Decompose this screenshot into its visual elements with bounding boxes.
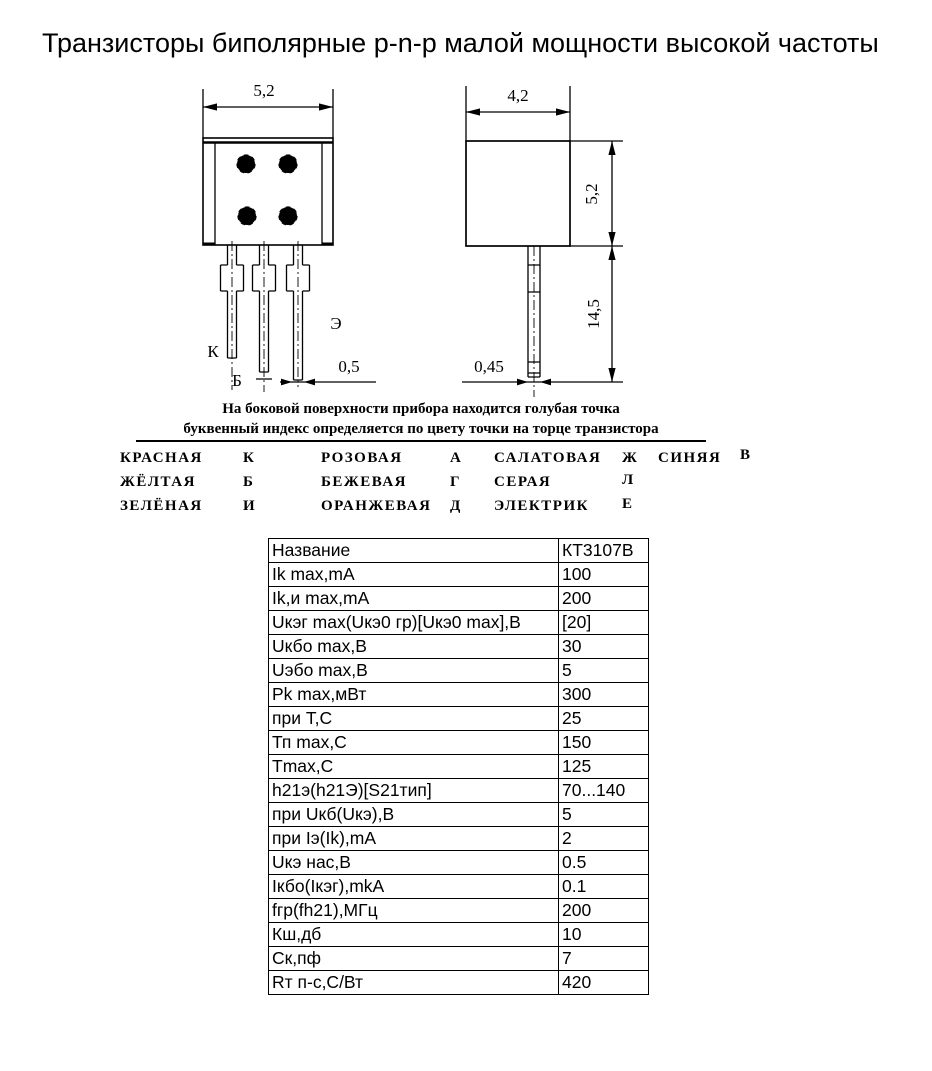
color-letter: К <box>243 450 256 466</box>
color-letter: Б <box>243 474 255 490</box>
color-name: ЖЁЛТАЯ <box>120 474 196 490</box>
side-height-dim-label: 5,2 <box>582 183 601 205</box>
param-label-cell: Rт п-с,C/Вт <box>269 971 559 995</box>
param-label-cell: Pk max,мВт <box>269 683 559 707</box>
param-label-cell: Ik,и max,mA <box>269 587 559 611</box>
front-width-dim-label: 5,2 <box>253 81 275 100</box>
color-letter: В <box>740 447 752 463</box>
param-label-cell: Iкбо(Iкэг),mkA <box>269 875 559 899</box>
table-row <box>269 947 649 971</box>
color-name: САЛАТОВАЯ <box>494 450 602 466</box>
color-letter: Ж <box>622 450 639 466</box>
side-depth-dim-label: 4,2 <box>507 86 529 105</box>
param-label-cell: Кш,дб <box>269 923 559 947</box>
table-row <box>269 755 649 779</box>
color-letter: Г <box>450 474 462 490</box>
table-row <box>269 875 649 899</box>
table-row <box>269 899 649 923</box>
param-value-cell: 125 <box>559 755 649 779</box>
table-row <box>269 587 649 611</box>
side-lead-length-dim-label: 14,5 <box>584 299 603 329</box>
table-row <box>269 635 649 659</box>
param-label-cell: Uкэ нас,B <box>269 851 559 875</box>
divider-line <box>136 440 706 442</box>
lead-emitter <box>287 241 310 387</box>
param-label-cell: Ск,пф <box>269 947 559 971</box>
pin-label-collector: К <box>207 342 219 361</box>
param-label-cell: Tmax,C <box>269 755 559 779</box>
param-value-cell: 420 <box>559 971 649 995</box>
color-letter: А <box>450 450 463 466</box>
table-row <box>269 923 649 947</box>
param-value-cell: 200 <box>559 899 649 923</box>
table-row <box>269 611 649 635</box>
color-letter: И <box>243 498 257 514</box>
param-label-cell: Uкэг max(Uкэ0 гр)[Uкэ0 max],B <box>269 611 559 635</box>
param-value-cell: 0.1 <box>559 875 649 899</box>
pin-label-emitter: Э <box>330 314 342 333</box>
color-name: КРАСНАЯ <box>120 450 203 466</box>
param-value-cell: 25 <box>559 707 649 731</box>
parameters-table <box>268 538 649 995</box>
param-value-cell: 5 <box>559 659 649 683</box>
param-value-cell: КТ3107В <box>559 539 649 563</box>
side-lead <box>528 246 540 397</box>
color-name: РОЗОВАЯ <box>321 450 403 466</box>
parameters-tbody <box>269 539 649 995</box>
package-drawing <box>0 0 932 420</box>
param-value-cell: 70...140 <box>559 779 649 803</box>
param-value-cell: 30 <box>559 635 649 659</box>
param-label-cell: Uкбо max,B <box>269 635 559 659</box>
param-label-cell: при Iэ(Ik),mA <box>269 827 559 851</box>
lead-base <box>253 241 276 392</box>
param-value-cell: 300 <box>559 683 649 707</box>
side-view <box>462 86 623 397</box>
note-text <box>135 399 707 439</box>
pin-label-base: Б <box>232 371 242 390</box>
param-value-cell: 10 <box>559 923 649 947</box>
table-row <box>269 779 649 803</box>
table-row <box>269 731 649 755</box>
front-lead-thickness-dim-label: 0,5 <box>338 357 360 376</box>
table-row <box>269 971 649 995</box>
param-label-cell: Тп max,C <box>269 731 559 755</box>
param-value-cell: 200 <box>559 587 649 611</box>
color-name: ОРАНЖЕВАЯ <box>321 498 432 514</box>
param-value-cell: 0.5 <box>559 851 649 875</box>
table-row <box>269 683 649 707</box>
table-row <box>269 659 649 683</box>
note-line-2: буквенный индекс определяется по цвету точки на торце транзистора <box>183 421 659 437</box>
table-row <box>269 803 649 827</box>
param-label-cell: при T,C <box>269 707 559 731</box>
table-header-row <box>269 539 649 563</box>
param-value-cell: [20] <box>559 611 649 635</box>
front-view <box>203 81 376 392</box>
color-name: ЗЕЛЁНАЯ <box>120 498 203 514</box>
param-value-cell: 7 <box>559 947 649 971</box>
page-title: Транзисторы биполярные p-n-p малой мощности высокой частоты <box>42 28 879 58</box>
param-label-cell: fгр(fh21),МГц <box>269 899 559 923</box>
param-label-cell: Ik max,mA <box>269 563 559 587</box>
param-label-cell: Uэбо max,B <box>269 659 559 683</box>
table-row <box>269 827 649 851</box>
param-value-cell: 2 <box>559 827 649 851</box>
table-row <box>269 851 649 875</box>
color-name: СЕРАЯ <box>494 474 552 490</box>
color-letter: Д <box>450 498 462 514</box>
param-value-cell: 100 <box>559 563 649 587</box>
param-value-cell: 5 <box>559 803 649 827</box>
note-line-1: На боковой поверхности прибора находится голубая точка <box>222 401 620 417</box>
color-letter: Л <box>622 472 635 488</box>
table-row <box>269 563 649 587</box>
param-value-cell: 150 <box>559 731 649 755</box>
table-row <box>269 707 649 731</box>
color-letter: Е <box>622 496 634 512</box>
color-name: ЭЛЕКТРИК <box>494 498 589 514</box>
color-name: СИНЯЯ <box>658 450 722 466</box>
param-label-cell: h21э(h21Э)[S21тип] <box>269 779 559 803</box>
lead-collector <box>221 241 244 390</box>
side-lead-thickness-dim-label: 0,45 <box>474 357 504 376</box>
color-name: БЕЖЕВАЯ <box>321 474 407 490</box>
param-label-cell: Название <box>269 539 559 563</box>
hole-icon <box>237 155 297 225</box>
param-label-cell: при Uкб(Uкэ),B <box>269 803 559 827</box>
